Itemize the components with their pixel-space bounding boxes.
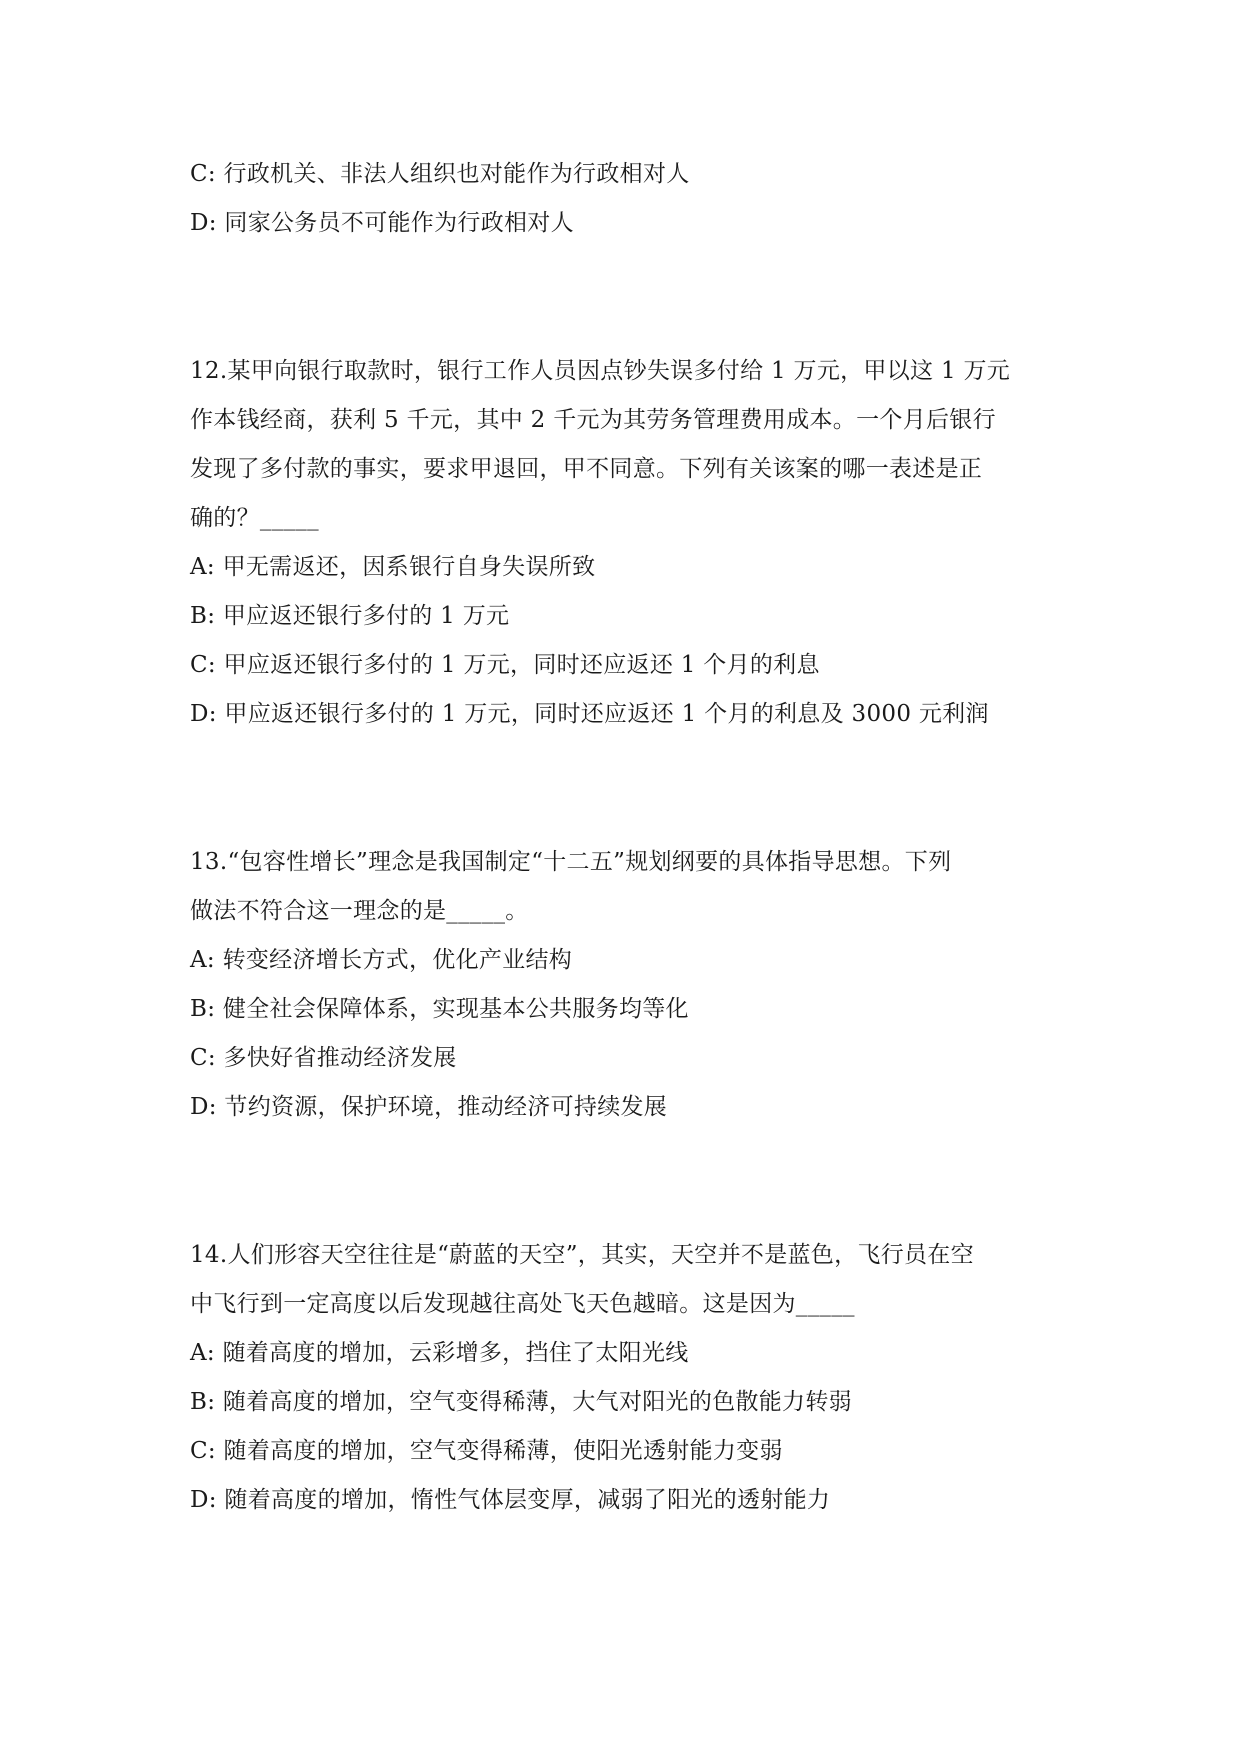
option-a: A: 随着高度的增加，云彩增多，挡住了太阳光线 bbox=[190, 1340, 689, 1366]
option-a: A: 甲无需返还，因系银行自身失误所致 bbox=[190, 554, 596, 580]
option-c: C: 随着高度的增加，空气变得稀薄，使阳光透射能力变弱 bbox=[190, 1438, 783, 1464]
option-d: D: 甲应返还银行多付的 1 万元，同时还应返还 1 个月的利息及 3000 元利润 bbox=[190, 701, 989, 727]
question-text-line: 12.某甲向银行取款时，银行工作人员因点钞失误多付给 1 万元，甲以这 1 万元 bbox=[190, 358, 1011, 384]
question-text-line: 做法不符合这一理念的是_____。 bbox=[190, 898, 529, 924]
option-c: C: 多快好省推动经济发展 bbox=[190, 1045, 457, 1071]
question-text-line: 14.人们形容天空往往是“蔚蓝的天空”，其实，天空并不是蓝色，飞行员在空 bbox=[190, 1242, 974, 1268]
option-a: A: 转变经济增长方式，优化产业结构 bbox=[190, 947, 573, 973]
option-b: B: 随着高度的增加，空气变得稀薄，大气对阳光的色散能力转弱 bbox=[190, 1389, 852, 1415]
question-text-line: 作本钱经商，获利 5 千元，其中 2 千元为其劳务管理费用成本。一个月后银行 bbox=[190, 407, 996, 433]
question-12 bbox=[190, 347, 1070, 739]
option-c: C: 行政机关、非法人组织也对能作为行政相对人 bbox=[190, 161, 690, 187]
question-text-line: 中飞行到一定高度以后发现越往高处飞天色越暗。这是因为_____ bbox=[190, 1291, 855, 1317]
question-text-line: 发现了多付款的事实，要求甲退回，甲不同意。下列有关该案的哪一表述是正 bbox=[190, 456, 983, 482]
question-13 bbox=[190, 838, 1070, 1132]
option-d: D: 同家公务员不可能作为行政相对人 bbox=[190, 210, 574, 236]
option-b: B: 甲应返还银行多付的 1 万元 bbox=[190, 603, 510, 629]
spacer bbox=[190, 1132, 1070, 1231]
option-c: C: 甲应返还银行多付的 1 万元，同时还应返还 1 个月的利息 bbox=[190, 652, 820, 678]
option-d: D: 随着高度的增加，惰性气体层变厚，减弱了阳光的透射能力 bbox=[190, 1487, 831, 1513]
spacer bbox=[190, 248, 1070, 347]
option-d: D: 节约资源，保护环境，推动经济可持续发展 bbox=[190, 1094, 668, 1120]
question-text-line: 确的？_____ bbox=[190, 505, 319, 531]
page-content bbox=[190, 150, 1070, 1525]
option-b: B: 健全社会保障体系，实现基本公共服务均等化 bbox=[190, 996, 689, 1022]
question-text-line: 13.“包容性增长”理念是我国制定“十二五”规划纲要的具体指导思想。下列 bbox=[190, 849, 952, 875]
question-14 bbox=[190, 1231, 1070, 1525]
spacer bbox=[190, 739, 1070, 838]
prev-question-options bbox=[190, 150, 1070, 248]
